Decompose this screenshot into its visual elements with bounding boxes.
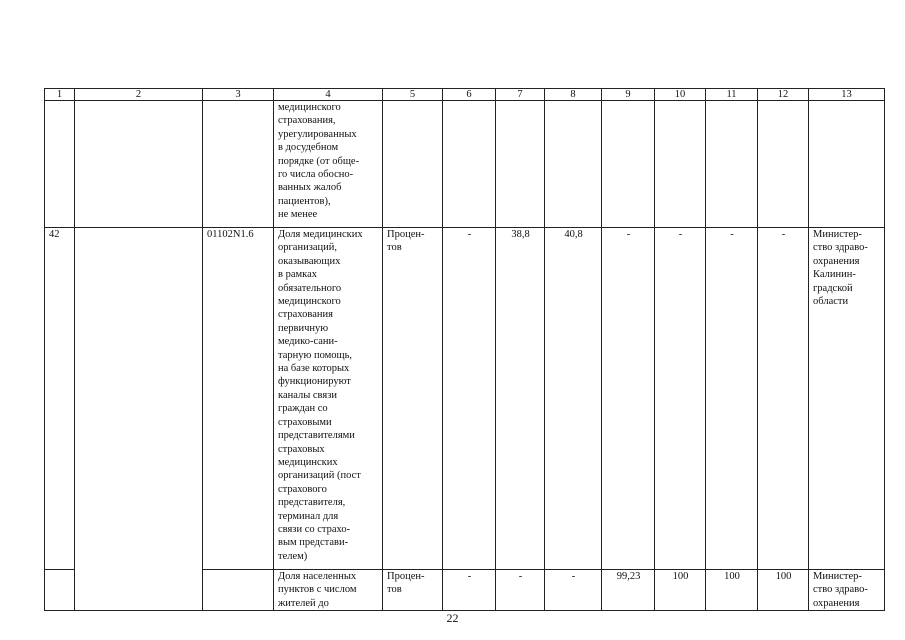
cell-col3 [203,570,274,611]
text-line: в рамках [278,269,317,281]
header-cell: 10 [655,89,706,101]
cell-col9 [602,101,655,228]
text-line: первичную [278,322,329,334]
text-line: порядке (от обще- [278,155,360,167]
value-cell-8: 40,8 [545,228,602,570]
text-line: медицинского [278,296,341,308]
cell-col7 [496,101,545,228]
text-line: телем) [278,550,308,562]
value-cell-7: 38,8 [496,228,545,570]
text-line: жителей до [278,597,329,609]
text-line: пунктов с числом [278,584,357,596]
text-line: ванных жалоб [278,182,342,194]
text-line: Доля медицинских [278,229,363,240]
value-cell-9: 99,23 [602,570,655,611]
text-line: страхового [278,483,327,495]
text-line: представителя, [278,497,346,509]
header-cell: 9 [602,89,655,101]
responsible-cell [809,570,885,611]
cell-col10 [655,101,706,228]
value-cell-12: - [758,228,809,570]
text-line: организаций (пост [278,470,361,482]
cell-indicator-name [274,228,383,570]
text-line: в досудебном [278,142,339,154]
header-cell: 2 [75,89,203,101]
text-line: ство здраво- [813,584,868,596]
cell-col11 [706,101,758,228]
text-line: ство здраво- [813,242,868,254]
value-cell-6: - [443,570,496,611]
value-cell-8: - [545,570,602,611]
unit-cell [383,570,443,611]
text-line: медицинских [278,456,338,468]
text-line: граждан со [278,403,328,415]
text-line: организаций, [278,242,337,254]
value-cell-12: 100 [758,570,809,611]
text-line: Министер- [813,229,862,240]
value-cell-10: - [655,228,706,570]
text-line: области [813,296,849,308]
text-line: вым представи- [278,537,349,549]
text-line: связи со страхо- [278,523,351,535]
text-line: каналы связи [278,389,337,401]
page-number: 22 [446,611,459,625]
responsible-cell [809,228,885,570]
value-cell-9: - [602,228,655,570]
cell-indicator-name [274,101,383,228]
cell-col6 [443,101,496,228]
table-row-42 [45,228,885,570]
value-cell-7: - [496,570,545,611]
cell-col2 [75,228,203,611]
text-line: функционируют [278,376,351,388]
cell-col3 [203,101,274,228]
column-number-row [45,89,885,101]
cell-col1 [45,101,75,228]
text-line: на базе которых [278,363,350,375]
header-cell: 13 [809,89,885,101]
cell-col5 [383,101,443,228]
header-cell: 5 [383,89,443,101]
cell-col12 [758,101,809,228]
text-line: охранения [813,255,860,267]
text-line: Министер- [813,571,862,582]
value-cell-11: - [706,228,758,570]
text-line: тарную помощь, [278,349,353,361]
text-line: страхования [278,309,333,321]
header-cell: 12 [758,89,809,101]
text-line: медико-сани- [278,336,338,348]
text-line: медицинского [278,102,341,113]
text-line: обязательного [278,282,342,294]
header-cell: 3 [203,89,274,101]
header-cell: 8 [545,89,602,101]
text-line: не менее [278,209,318,221]
table-row-continuation [45,101,885,228]
text-line: Доля населенных [278,571,357,582]
text-line: тов [387,242,402,254]
text-line: терминал для [278,510,339,522]
row-number-cell: 42 [45,228,75,570]
text-line: Процен- [387,229,425,240]
header-cell: 4 [274,89,383,101]
text-line: представителями [278,430,355,442]
text-line: страховыми [278,416,332,428]
text-line: го числа обосно- [278,169,354,181]
indicators-table [44,88,885,611]
cell-indicator-name [274,570,383,611]
header-cell: 7 [496,89,545,101]
text-line: урегулированных [278,128,357,140]
text-line: тов [387,584,402,596]
unit-cell [383,228,443,570]
value-cell-10: 100 [655,570,706,611]
header-cell: 6 [443,89,496,101]
value-cell-6: - [443,228,496,570]
value-cell-11: 100 [706,570,758,611]
cell-col2 [75,101,203,228]
header-cell: 1 [45,89,75,101]
text-line: пациентов), [278,195,331,207]
text-line: страхования, [278,115,336,127]
text-line: Процен- [387,571,425,582]
text-line: оказывающих [278,255,341,267]
text-line: градской [813,282,853,294]
indicator-code-cell: 01102N1.6 [203,228,274,570]
text-line: охранения [813,597,860,609]
header-cell: 11 [706,89,758,101]
text-line: страховых [278,443,325,455]
text-line: Калинин- [813,269,856,281]
cell-col8 [545,101,602,228]
cell-col13 [809,101,885,228]
cell-col1 [45,570,75,611]
